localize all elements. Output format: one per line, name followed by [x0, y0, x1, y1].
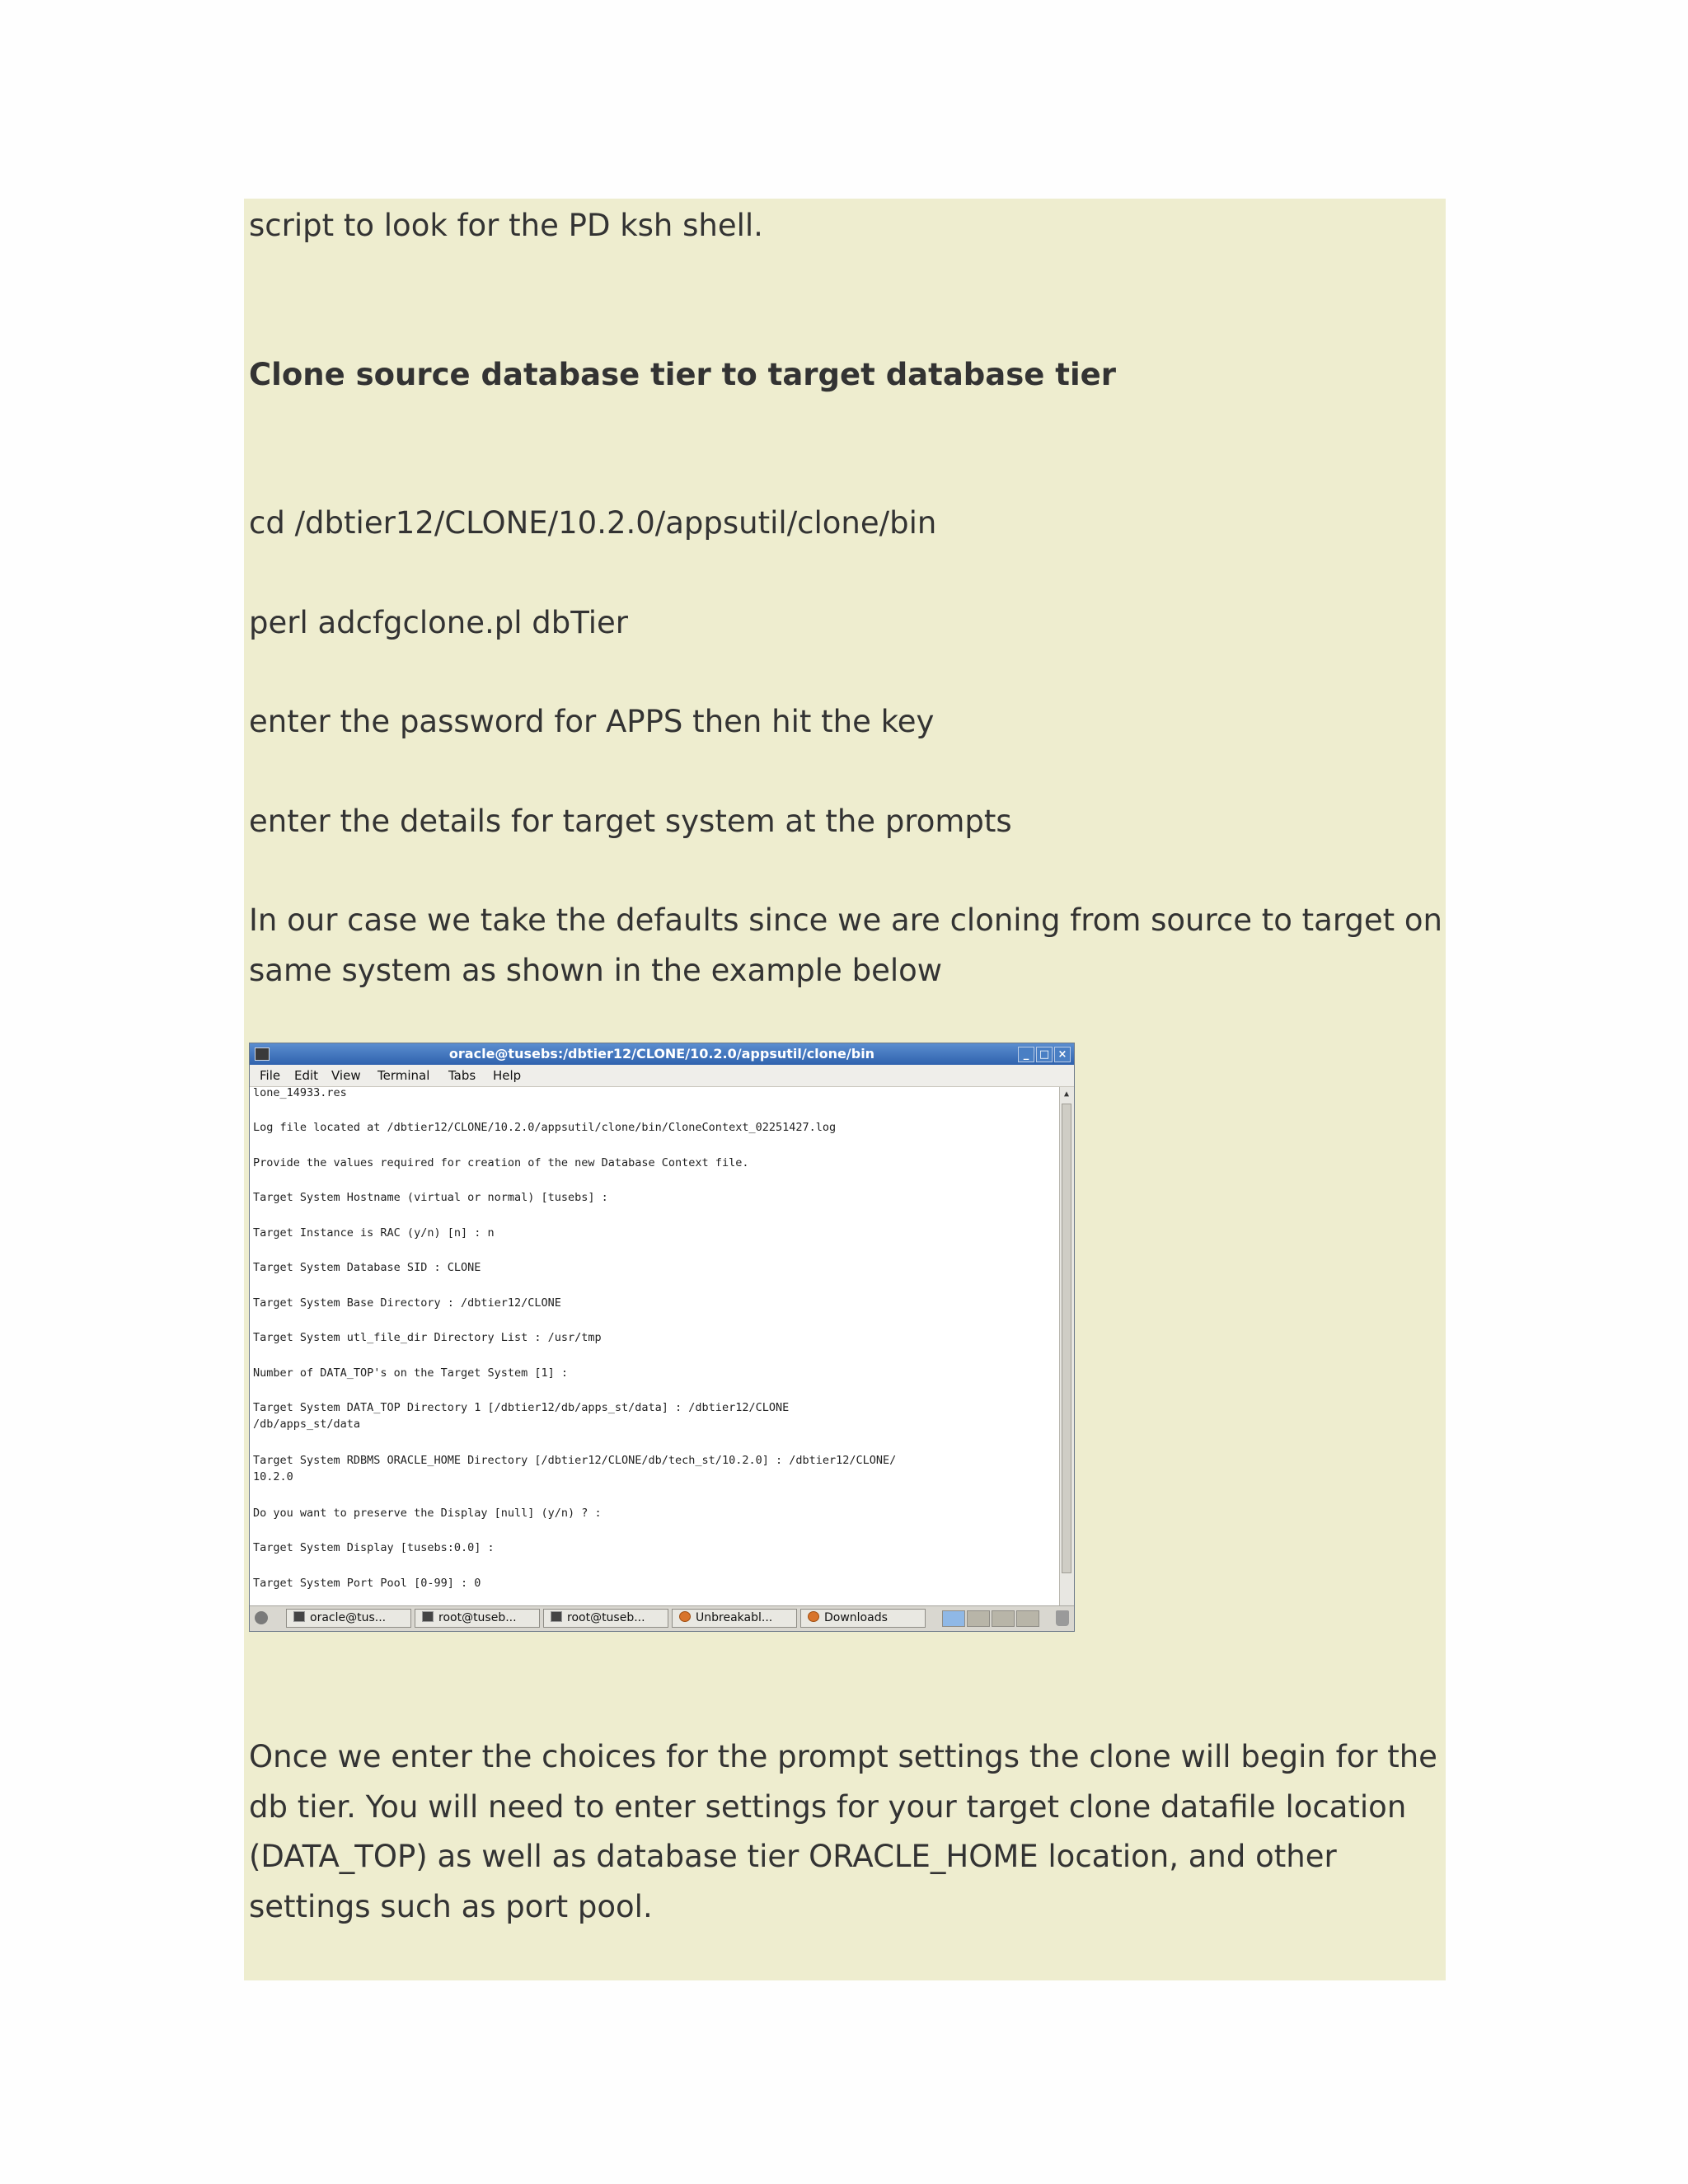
- terminal-line: Number of DATA_TOP's on the Target System [1] :: [253, 1366, 569, 1380]
- menu-tabs[interactable]: Tabs: [448, 1068, 476, 1083]
- paragraph-defaults: In our case we take the defaults since we are cloning from source to target on same system as shown in the example below: [249, 902, 1443, 988]
- command-cd: cd /dbtier12/CLONE/10.2.0/appsutil/clone/bin: [249, 505, 937, 541]
- step-details: enter the details for target system at the prompts: [249, 804, 1012, 839]
- minimize-icon[interactable]: _: [1018, 1047, 1034, 1062]
- menu-file[interactable]: File: [260, 1068, 281, 1083]
- terminal-line: Target System Port Pool [0-99] : 0: [253, 1577, 481, 1590]
- terminal-line: Target System RDBMS ORACLE_HOME Directory [/dbtier12/CLONE/db/tech_st/10.2.0] : /dbtier12/CLONE/: [253, 1454, 897, 1467]
- taskbar-item-unbreakable[interactable]: [672, 1609, 797, 1628]
- taskbar-item-root-2[interactable]: [543, 1609, 668, 1628]
- taskbar-item-oracle[interactable]: [286, 1609, 411, 1628]
- terminal-line: Log file located at /dbtier12/CLONE/10.2.0/appsutil/clone/bin/CloneContext_02251427.log: [253, 1121, 837, 1134]
- terminal-line: Target System DATA_TOP Directory 1 [/dbtier12/db/apps_st/data] : /dbtier12/CLONE: [253, 1401, 790, 1414]
- menu-terminal[interactable]: Terminal: [377, 1068, 430, 1083]
- close-icon[interactable]: ×: [1054, 1047, 1071, 1062]
- menu-help[interactable]: Help: [493, 1068, 522, 1083]
- taskbar-item-label: Unbreakabl...: [696, 1611, 773, 1624]
- scroll-up-arrow-icon[interactable]: ▲: [1063, 1090, 1070, 1099]
- workspace-4[interactable]: [1016, 1610, 1039, 1627]
- terminal-scrollbar[interactable]: [1059, 1087, 1074, 1606]
- terminal-output[interactable]: [250, 1087, 1056, 1606]
- terminal-menubar: [250, 1065, 1074, 1087]
- menu-view[interactable]: View: [331, 1068, 361, 1083]
- step-password: enter the password for APPS then hit the key: [249, 704, 935, 739]
- firefox-icon: [808, 1611, 819, 1622]
- terminal-title: oracle@tusebs:/dbtier12/CLONE/10.2.0/appsutil/clone/bin: [448, 1046, 875, 1062]
- terminal-line: Target System Database SID : CLONE: [253, 1261, 481, 1274]
- terminal-line: lone_14933.res: [253, 1086, 347, 1099]
- terminal-line: Target System Base Directory : /dbtier12/CLONE: [253, 1296, 561, 1310]
- terminal-icon: [293, 1611, 305, 1622]
- menu-edit[interactable]: Edit: [294, 1068, 319, 1083]
- terminal-line: Provide the values required for creation of the new Database Context file.: [253, 1156, 749, 1169]
- terminal-app-icon: [255, 1047, 270, 1061]
- workspace-1[interactable]: [942, 1610, 965, 1627]
- workspace-3[interactable]: [992, 1610, 1015, 1627]
- terminal-line: /db/apps_st/data: [253, 1418, 361, 1431]
- paragraph-final: Once we enter the choices for the prompt settings the clone will begin for the db tier. You will need to enter settings for your target clone datafile location (DATA_TOP) as well as database tier ORACLE_HOME location, and other settings such as port pool.: [249, 1739, 1437, 1924]
- terminal-icon: [551, 1611, 562, 1622]
- terminal-line: Target System utl_file_dir Directory List : /usr/tmp: [253, 1331, 602, 1344]
- taskbar-item-label: Downloads: [824, 1611, 888, 1624]
- terminal-line: Do you want to preserve the Display [null] (y/n) ? :: [253, 1507, 602, 1520]
- workspace-2[interactable]: [967, 1610, 990, 1627]
- taskbar-item-label: root@tuseb...: [438, 1611, 517, 1624]
- maximize-icon[interactable]: □: [1036, 1047, 1053, 1062]
- terminal-line: Target System Hostname (virtual or normal) [tusebs] :: [253, 1191, 608, 1204]
- command-perl: perl adcfgclone.pl dbTier: [249, 605, 628, 640]
- taskbar-item-root-1[interactable]: [415, 1609, 540, 1628]
- document-page: [244, 199, 1446, 1980]
- taskbar-item-label: root@tuseb...: [567, 1611, 645, 1624]
- taskbar-item-label: oracle@tus...: [310, 1611, 387, 1624]
- terminal-line: Target System Display [tusebs:0.0] :: [253, 1541, 495, 1554]
- desktop-taskbar: [250, 1605, 1074, 1631]
- terminal-line: 10.2.0: [253, 1470, 293, 1483]
- taskbar-item-downloads[interactable]: [800, 1609, 926, 1628]
- terminal-line: Target Instance is RAC (y/n) [n] : n: [253, 1226, 495, 1240]
- section-heading: Clone source database tier to target database tier: [249, 357, 1116, 392]
- show-desktop-icon[interactable]: [255, 1611, 268, 1624]
- terminal-screenshot: [249, 1043, 1075, 1632]
- text-line-ksh: script to look for the PD ksh shell.: [249, 208, 763, 243]
- trash-icon[interactable]: [1056, 1610, 1069, 1626]
- terminal-titlebar: [250, 1043, 1074, 1065]
- terminal-icon: [422, 1611, 434, 1622]
- scrollbar-thumb[interactable]: [1062, 1104, 1071, 1573]
- firefox-icon: [679, 1611, 691, 1622]
